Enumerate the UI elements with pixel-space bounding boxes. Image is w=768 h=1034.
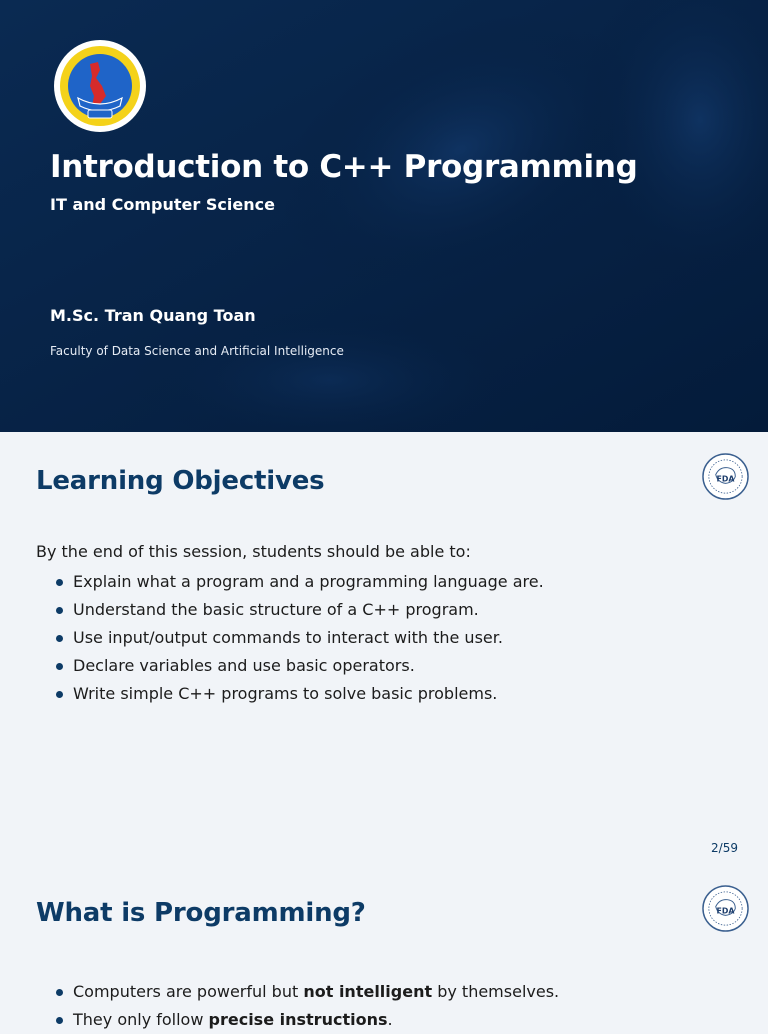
bullet-icon [56,635,63,642]
programming-list [0,978,559,1034]
university-logo-icon [54,40,146,132]
list-item: Computers are powerful but not intelligent by themselves. [0,978,559,1006]
author-affiliation: Faculty of Data Science and Artificial Intelligence [50,344,344,358]
list-item: They only follow precise instructions. [0,1006,559,1034]
page-number: 2/59 [711,841,738,855]
slide-heading: Learning Objectives [36,466,325,496]
bullet-icon [56,1017,63,1024]
fda-logo-icon [702,885,749,932]
bullet-icon [56,579,63,586]
list-item: Explain what a program and a programming language are. [0,568,544,596]
presentation-title: Introduction to C++ Programming [50,149,638,185]
presentation-subtitle: IT and Computer Science [50,195,275,214]
list-item: Understand the basic structure of a C++ program. [0,596,544,624]
list-item: Write simple C++ programs to solve basic problems. [0,680,544,708]
title-slide [0,0,768,432]
bullet-icon [56,607,63,614]
slide-what-is-programming [0,864,768,1029]
fda-logo-icon [702,453,749,500]
bullet-icon [56,989,63,996]
list-item: Declare variables and use basic operators. [0,652,544,680]
author-name: M.Sc. Tran Quang Toan [50,306,256,325]
svg-text:FDA: FDA [716,906,735,916]
list-item: Use input/output commands to interact with the user. [0,624,544,652]
objectives-list [0,568,544,708]
bullet-icon [56,691,63,698]
bullet-icon [56,663,63,670]
slide-learning-objectives [0,432,768,864]
svg-text:FDA: FDA [716,474,735,484]
slide-heading: What is Programming? [36,898,366,928]
intro-text: By the end of this session, students should be able to: [36,542,471,561]
